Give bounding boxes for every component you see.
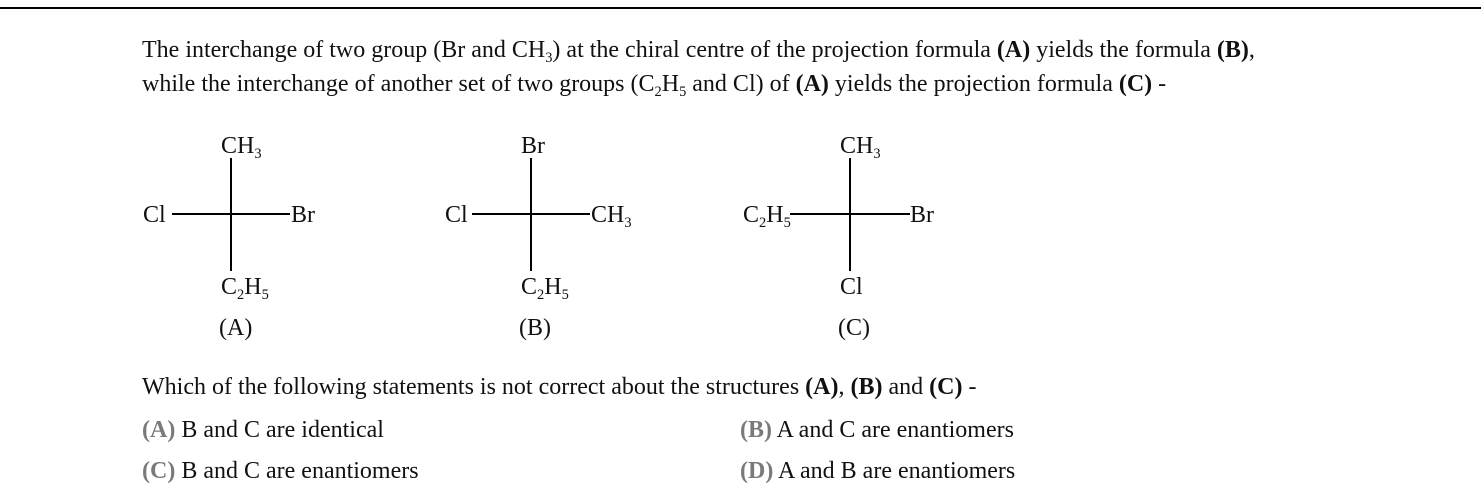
top-group-label: $CH_3$ xyxy=(840,133,881,163)
question-intro-line-2: while the interchange of another set of two groups ($C_2H_5$ and Cl) of (A) yields the projection formula (C) - xyxy=(142,71,1167,101)
option-b[interactable]: (B) A and C are enantiomers xyxy=(740,417,1014,443)
fischer-cross-a xyxy=(140,125,440,355)
right-group-label: Br xyxy=(291,202,315,228)
structure-caption-b: (B) xyxy=(519,315,551,341)
question-intro-line-1: The interchange of two group (Br and $CH_3$) at the chiral centre of the projection formula (A) yields the formula (B), xyxy=(142,37,1255,67)
top-rule xyxy=(0,7,1481,9)
top-group-label: Br xyxy=(521,133,545,159)
option-d[interactable]: (D) A and B are enantiomers xyxy=(740,458,1016,484)
left-group-label: $C_2H_5$ xyxy=(743,202,791,232)
bottom-group-label: $C_2H_5$ xyxy=(521,274,569,304)
right-group-label: Br xyxy=(910,202,934,228)
fischer-cross-c xyxy=(740,125,1040,355)
bottom-group-label: Cl xyxy=(840,274,863,300)
projection-formula-b xyxy=(440,125,740,355)
left-group-label: Cl xyxy=(143,202,166,228)
top-group-label: $CH_3$ xyxy=(221,133,262,163)
bottom-group-label: $C_2H_5$ xyxy=(221,274,269,304)
option-c[interactable]: (C) B and C are enantiomers xyxy=(142,458,419,484)
structure-caption-a: (A) xyxy=(219,315,253,341)
fischer-cross-b xyxy=(440,125,740,355)
option-a[interactable]: (A) B and C are identical xyxy=(142,417,384,443)
question-prompt: Which of the following statements is not correct about the structures (A), (B) and (C) - xyxy=(142,374,977,400)
projection-formula-c xyxy=(740,125,1040,355)
left-group-label: Cl xyxy=(445,202,468,228)
projection-formula-a xyxy=(140,125,440,355)
right-group-label: $CH_3$ xyxy=(591,202,632,232)
structure-caption-c: (C) xyxy=(838,315,870,341)
